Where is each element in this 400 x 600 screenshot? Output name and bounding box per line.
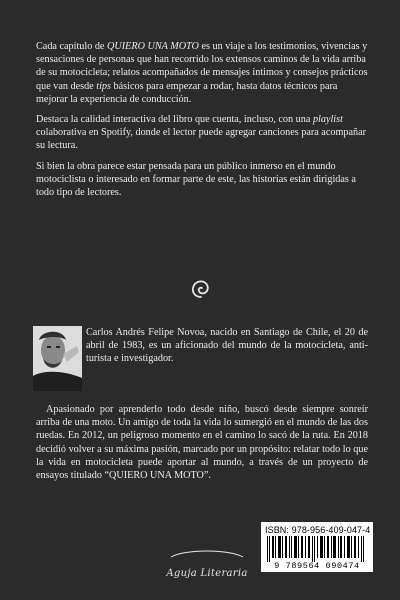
- tips-word: tips: [96, 80, 111, 92]
- back-cover-blurb: [36, 40, 368, 206]
- publisher-logo: [165, 546, 249, 582]
- barcode-digits: 9 789564 090474: [274, 561, 360, 571]
- book-title-inline: QUIERO UNA MOTO: [107, 41, 199, 52]
- isbn-barcode-block: [261, 522, 373, 572]
- publisher-ornament-icon: [165, 549, 249, 559]
- blurb-text: es un viaje a los testimonios, vivencias y sensaciones de personas que han recorrido los extensos caminos de la vida arriba de su motocicleta; relatos acompañados de mensajes íntimos y consejos prácticos que van desde: [36, 41, 368, 92]
- blurb-paragraph-3: Si bien la obra parece estar pensada para un público inmerso en el mundo motociclista o interesado en formar parte de este, las historias están dirigidas a todo tipo de lectores.: [36, 160, 356, 199]
- author-bio-text: Apasionado por aprenderlo todo desde niño, buscó desde siempre sonreír arriba de una moto. Un amigo de toda la vida lo sumergió en el mundo de las dos ruedas. En 2012, un peligroso momento en el camino lo sacó de la ruta. En 2018 decidió volver a su máxima pasión, marcado por un propósito: relatar todo lo que la vida en motocicleta puede aportar al mundo, a través de un proyecto de ensayos titulado “QUIERO UNA MOTO”.: [36, 404, 368, 482]
- spiral-ornament-icon: [187, 275, 215, 303]
- playlist-word: playlist: [312, 114, 343, 126]
- blurb-text: básicos para empezar a rodar, hasta datos técnicos para mejorar la experiencia de conducción.: [36, 80, 338, 105]
- author-bio-body: [36, 403, 368, 488]
- blurb-text: Destaca la calidad interactiva del libro que cuenta, incluso, con una: [36, 114, 313, 126]
- author-bio-text: Carlos Andrés Felipe Novoa, nacido en Santiago de Chile, el 20 de abril de 1983, es un aficionado del mundo de la motocicleta, anti-turista e investigador.: [86, 327, 368, 365]
- author-bio-intro: [86, 326, 368, 372]
- isbn-label: ISBN: 978-956-409-047-4: [265, 525, 371, 535]
- publisher-name: Aguja Literaria: [166, 568, 248, 579]
- blurb-text: colaborativa en Spotify, donde el lector puede agregar canciones para acompañar su lectura.: [36, 127, 366, 152]
- blurb-text: Cada capítulo de: [36, 41, 108, 52]
- author-photo: [33, 326, 82, 391]
- blurb-paragraph-1: [36, 40, 368, 106]
- barcode-graphic: [265, 536, 369, 562]
- blurb-paragraph-2: [36, 113, 368, 153]
